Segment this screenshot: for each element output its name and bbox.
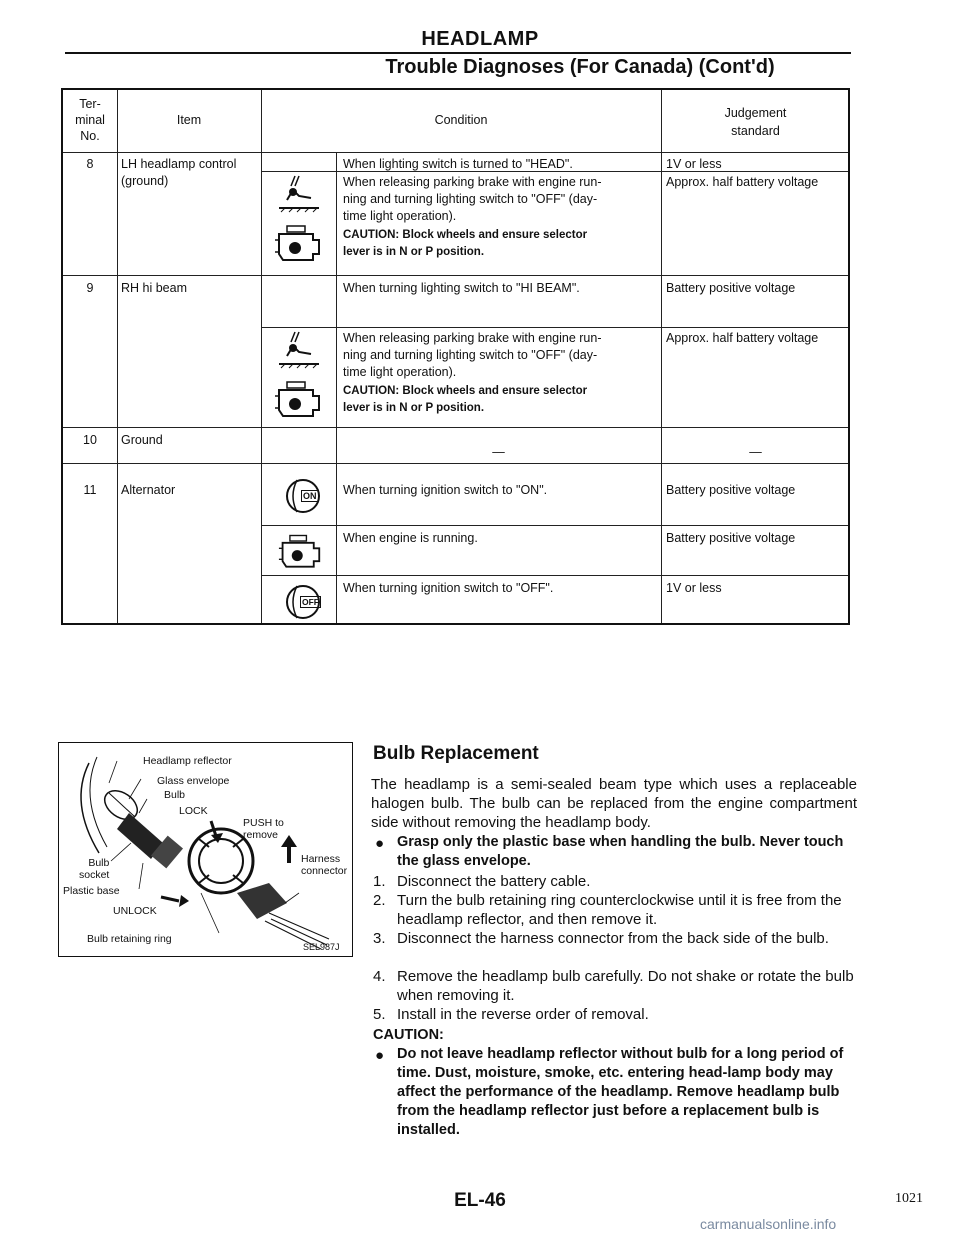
header-terminal: Ter- minal No.: [75, 97, 105, 143]
page-number: 1021: [895, 1191, 923, 1206]
off-label: OFF: [302, 597, 319, 607]
header-item: Item: [176, 113, 202, 127]
header-judgement: Judgement standard: [724, 106, 787, 138]
watermark: carmanualsonline.info: [700, 1216, 837, 1232]
bulb-diagram: [58, 742, 353, 957]
judgement-cell: Approx. half battery voltage: [666, 331, 819, 345]
page-title: HEADLAMP: [421, 28, 539, 50]
header-rule: [65, 52, 851, 54]
label-glass-envelope: Glass envelope: [157, 775, 230, 787]
page-code: EL-46: [454, 1190, 506, 1211]
caution-note: CAUTION: Block wheels and ensure selector lever is in N or P position.: [343, 229, 588, 258]
label-retaining-ring: Bulb retaining ring: [87, 933, 172, 945]
row-divider: [63, 275, 848, 276]
terminal-cell: 10: [83, 433, 97, 447]
judgement-cell: Battery positive voltage: [666, 281, 796, 295]
col-divider: [661, 90, 662, 623]
engine-running-icon: [273, 376, 323, 424]
header-condition: Condition: [434, 113, 488, 127]
terminal-cell: 11: [83, 483, 97, 497]
judgement-cell: 1V or less: [666, 157, 722, 171]
condition-cell: When engine is running.: [343, 531, 478, 545]
bullet-icon: ●: [375, 835, 385, 852]
condition-cell: When releasing parking brake with engine run- ning and turning lighting switch to "OFF" (day- time light operation).: [343, 331, 602, 379]
bullet-icon: ●: [375, 1047, 385, 1064]
section-title: Bulb Replacement: [373, 743, 539, 764]
col-divider: [117, 90, 118, 623]
step-text: Remove the headlamp bulb carefully. Do not shake or rotate the bulb when removing it.: [397, 968, 854, 1004]
judgement-cell: Approx. half battery voltage: [666, 175, 819, 189]
handling-bullet: Grasp only the plastic base when handling the bulb. Never touch the glass envelope.: [397, 834, 844, 869]
judgement-cell: Battery positive voltage: [666, 483, 796, 497]
condition-cell: When turning ignition switch to "OFF".: [343, 581, 554, 595]
judgement-cell: —: [749, 445, 762, 459]
judgement-cell: 1V or less: [666, 581, 722, 595]
on-label: ON: [303, 491, 317, 501]
section-intro: The headlamp is a semi-sealed beam type which uses a replaceable halogen bulb. The bulb can be replaced from the engine compartment side without removing the headlamp body.: [371, 776, 857, 831]
caution-text: Do not leave headlamp reflector without bulb for a long period of time. Dust, moisture, smoke, etc. entering head-lamp body may affect the performance of the headlamp. Remove headlamp bulb from the headlamp reflector just before a replacement bulb is installed.: [397, 1046, 844, 1138]
condition-cell: When turning ignition switch to "ON".: [343, 483, 548, 497]
page-subtitle: Trouble Diagnoses (For Canada) (Cont'd): [385, 56, 775, 78]
label-unlock: UNLOCK: [113, 905, 157, 917]
row-divider: [261, 525, 848, 526]
condition-cell: When lighting switch is turned to "HEAD".: [343, 157, 573, 171]
row-divider: [261, 575, 848, 576]
label-bulb-socket: Bulb socket: [79, 857, 110, 881]
row-divider: [261, 327, 848, 328]
engine-running-icon: [273, 220, 323, 268]
step-text: Install in the reverse order of removal.: [397, 1006, 649, 1023]
item-cell: Ground: [121, 433, 163, 447]
engine-running-icon: [275, 530, 325, 574]
condition-cell: —: [492, 445, 505, 459]
terminal-cell: 9: [86, 281, 94, 295]
parking-brake-icon: [277, 330, 321, 370]
diagnosis-table: [61, 88, 850, 625]
parking-brake-icon: [277, 174, 321, 214]
step-text: Turn the bulb retaining ring counterclockwise until it is free from the headlamp reflector, and then remove it.: [397, 892, 842, 928]
row-divider: [63, 463, 848, 464]
caution-note: CAUTION: Block wheels and ensure selector lever is in N or P position.: [343, 385, 588, 414]
step-number: 1.: [373, 873, 386, 890]
step-number: 2.: [373, 892, 386, 909]
condition-cell: When releasing parking brake with engine run- ning and turning lighting switch to "OFF" (day- time light operation).: [343, 175, 602, 223]
row-divider: [63, 427, 848, 428]
label-plastic-base: Plastic base: [63, 885, 120, 897]
terminal-cell: 8: [86, 157, 94, 171]
step-number: 4.: [373, 968, 386, 985]
step-text: Disconnect the harness connector from the back side of the bulb.: [397, 930, 829, 947]
item-cell: RH hi beam: [121, 281, 187, 295]
step-number: 3.: [373, 930, 386, 947]
step-number: 5.: [373, 1006, 386, 1023]
col-divider: [261, 90, 262, 623]
judgement-cell: Battery positive voltage: [666, 531, 796, 545]
label-lock: LOCK: [179, 805, 208, 817]
condition-cell: When turning lighting switch to "HI BEAM".: [343, 281, 580, 295]
item-cell: LH headlamp control (ground): [121, 157, 237, 188]
item-cell: Alternator: [121, 483, 176, 497]
step-text: Disconnect the battery cable.: [397, 873, 591, 890]
ignition-on-icon: [283, 476, 323, 516]
label-reflector: Headlamp reflector: [143, 755, 232, 767]
figure-code: SEL987J: [303, 942, 340, 952]
row-divider: [63, 152, 848, 153]
col-divider: [336, 152, 337, 623]
caution-label: CAUTION:: [373, 1027, 444, 1043]
ignition-off-icon: [283, 582, 323, 622]
label-bulb: Bulb: [164, 789, 186, 801]
label-harness-connector: Harness connector: [301, 853, 348, 877]
label-push-to-remove: PUSH to remove: [243, 817, 284, 841]
